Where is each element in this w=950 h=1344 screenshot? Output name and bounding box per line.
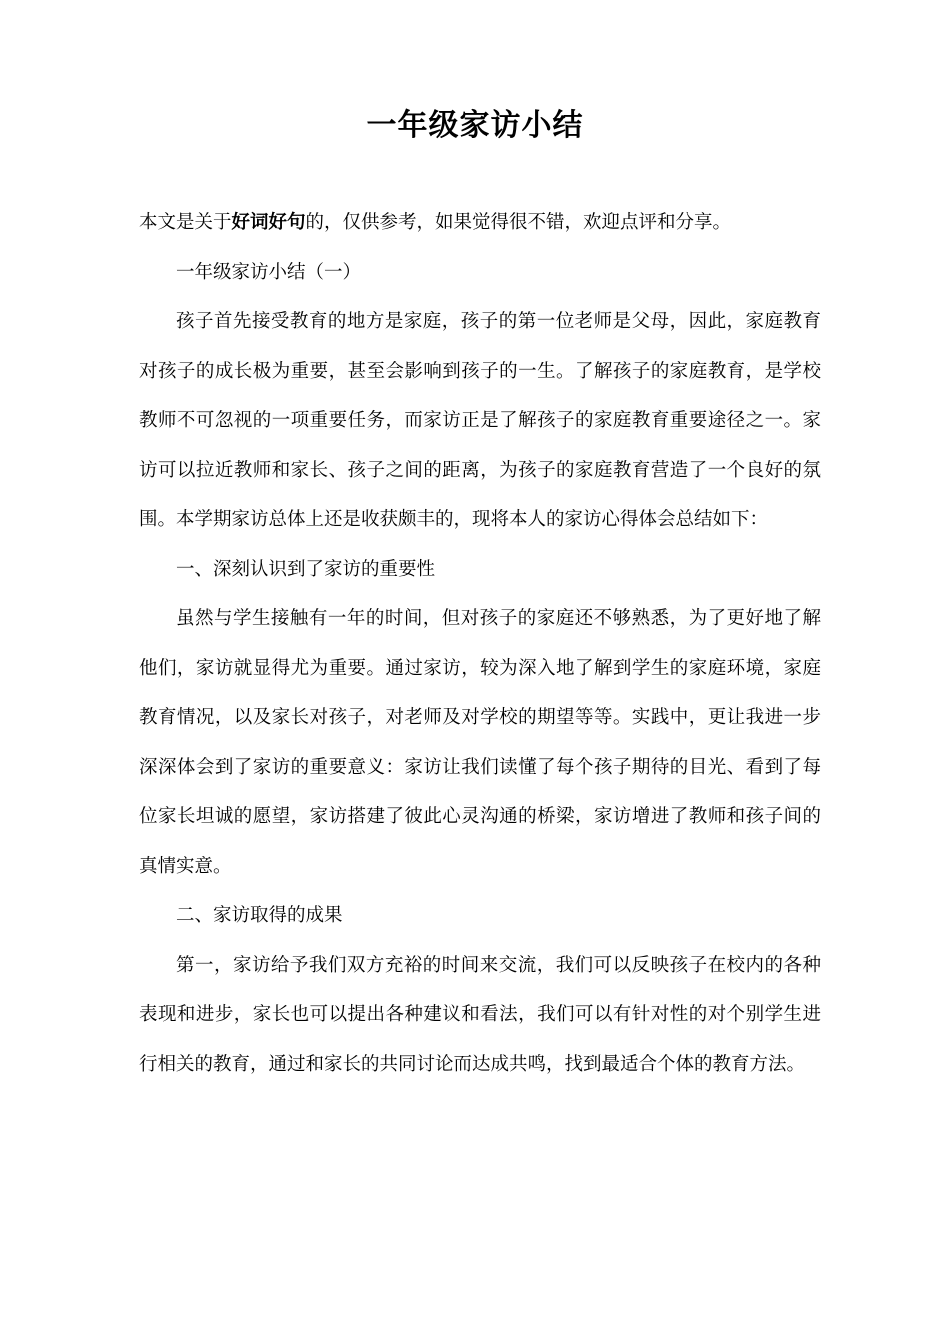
body-paragraph-importance: 虽然与学生接触有一年的时间，但对孩子的家庭还不够熟悉，为了更好地了解他们，家访就显得尤为重要。通过家访，较为深入地了解到学生的家庭环境，家庭教育情况，以及家长对孩子，对老师及对学校的期望等等。实践中，更让我进一步深深体会到了家访的重要意义：家访让我们读懂了每个孩子期待的目光、看到了每位家长坦诚的愿望，家访搭建了彼此心灵沟通的桥梁，家访增进了教师和孩子间的真情实意。: [139, 608, 821, 877]
body-paragraph-intro: 孩子首先接受教育的地方是家庭，孩子的第一位老师是父母，因此，家庭教育对孩子的成长极为重要，甚至会影响到孩子的一生。了解孩子的家庭教育，是学校教师不可忽视的一项重要任务，而家访正是了解孩子的家庭教育重要途径之一。家访可以拉近教师和家长、孩子之间的距离，为孩子的家庭教育营造了一个良好的氛围。本学期家访总体上还是收获颇丰的，现将本人的家访心得体会总结如下：: [139, 311, 821, 530]
section-heading-1: 一、深刻认识到了家访的重要性: [176, 558, 436, 580]
section-heading-2: 二、家访取得的成果: [176, 905, 343, 926]
document-body: [139, 198, 821, 1089]
intro-suffix: 的，仅供参考，如果觉得很不错，欢迎点评和分享。: [305, 212, 732, 233]
intro-prefix: 本文是关于: [139, 212, 232, 233]
section-subtitle: 一年级家访小结（一）: [176, 261, 362, 283]
body-paragraph-results-1: 第一，家访给予我们双方充裕的时间来交流，我们可以反映孩子在校内的各种表现和进步，家长也可以提出各种建议和看法，我们可以有针对性的对个别学生进行相关的教育，通过和家长的共同讨论而达成共鸣，找到最适合个体的教育方法。: [139, 954, 821, 1075]
intro-keyword: 好词好句: [231, 212, 306, 233]
intro-paragraph: [139, 198, 821, 248]
document-title: 一年级家访小结: [366, 108, 584, 143]
